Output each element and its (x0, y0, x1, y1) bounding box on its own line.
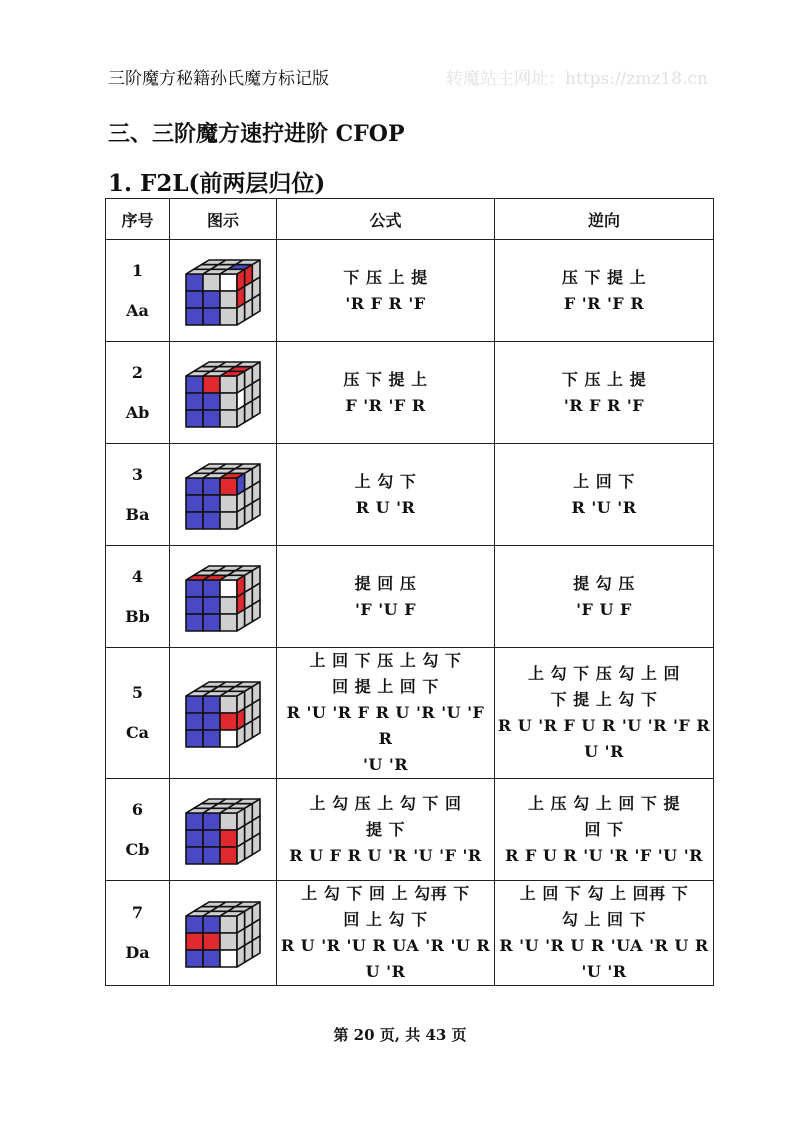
case-code: Da (125, 943, 150, 962)
cube-front-sticker (203, 933, 220, 950)
cube-front-sticker (186, 696, 203, 713)
table-row (106, 342, 714, 444)
cube-front-sticker (220, 847, 237, 864)
cube-side-sticker (252, 716, 260, 738)
case-number: 7 (131, 903, 144, 922)
cube-diagram (183, 251, 263, 331)
diagram-cell (170, 779, 277, 881)
case-code: Aa (126, 300, 149, 320)
formula-line: 回 上 勾 下 (343, 910, 428, 929)
formula-line: 提 下 (365, 819, 406, 839)
reverse-line: 提 勾 压 (573, 573, 635, 593)
reverse-line: 'R F R 'F (563, 395, 645, 415)
case-id-cell (106, 881, 170, 986)
reverse-line: 下 提 上 勾 下 (550, 690, 658, 709)
reverse-cell (495, 342, 714, 444)
cube-front-sticker (203, 580, 220, 597)
cube-front-sticker (186, 478, 203, 495)
cube-side-sticker (237, 842, 245, 864)
cube-front-sticker (186, 916, 203, 933)
cube-front-sticker (186, 950, 203, 967)
cube-side-sticker (252, 498, 260, 520)
formula-cell (277, 444, 495, 546)
cube-front-sticker (186, 495, 203, 512)
cube-front-sticker (220, 410, 237, 427)
reverse-cell (495, 881, 714, 986)
cube-diagram (183, 557, 263, 637)
diagram-cell (170, 240, 277, 342)
cube-front-sticker (220, 274, 237, 291)
formula-line: 上 回 下 压 上 勾 下 (309, 651, 462, 670)
cube-side-sticker (245, 400, 253, 422)
table-row (106, 648, 714, 779)
cube-front-sticker (203, 847, 220, 864)
cube-front-sticker (203, 713, 220, 730)
formula-line: 上 勾 下 回 上 勾再 下 (301, 884, 470, 903)
col-header-index: 序号 (106, 199, 170, 240)
reverse-line: R F U R 'U 'R 'F 'U 'R (505, 845, 703, 865)
cube-front-sticker (203, 730, 220, 747)
cube-front-sticker (203, 813, 220, 830)
formula-line: 压 下 提 上 (343, 369, 428, 389)
cube-side-sticker (245, 721, 253, 743)
case-id-cell (106, 779, 170, 881)
case-code: Ab (125, 402, 150, 422)
diagram-cell (170, 342, 277, 444)
cube-diagram (183, 893, 263, 973)
reverse-cell (495, 779, 714, 881)
cube-side-sticker (237, 725, 245, 747)
reverse-line: 上 回 下 (573, 471, 635, 491)
reverse-line: 压 下 提 上 (561, 267, 647, 287)
case-code: Cb (125, 839, 150, 859)
table-row (106, 881, 714, 986)
f2l-table (105, 198, 714, 986)
table-row (106, 779, 714, 881)
cube-front-sticker (220, 916, 237, 933)
case-id-cell (106, 240, 170, 342)
reverse-line: 'U 'R (581, 962, 627, 981)
formula-line: 回 提 上 回 下 (332, 677, 439, 696)
formula-line: 上 勾 下 (354, 471, 417, 491)
formula-line: 'F 'U F (354, 599, 417, 619)
cube-front-sticker (203, 495, 220, 512)
cube-front-sticker (220, 376, 237, 393)
cube-front-sticker (203, 376, 220, 393)
cube-front-sticker (186, 597, 203, 614)
formula-line: R U 'R 'U R UA 'R 'U R (280, 936, 491, 955)
cube-diagram (183, 673, 263, 753)
cube-front-sticker (220, 512, 237, 529)
cube-side-sticker (245, 837, 253, 859)
cube-front-sticker (203, 308, 220, 325)
case-id-cell (106, 444, 170, 546)
case-number: 1 (131, 260, 144, 280)
cube-front-sticker (186, 376, 203, 393)
cube-front-sticker (220, 580, 237, 597)
table-header-row (106, 199, 714, 240)
cube-front-sticker (203, 393, 220, 410)
formula-cell (277, 881, 495, 986)
case-number: 6 (131, 799, 144, 819)
cube-front-sticker (220, 830, 237, 847)
col-header-reverse: 逆向 (495, 199, 714, 240)
cube-front-sticker (186, 730, 203, 747)
cube-front-sticker (203, 478, 220, 495)
reverse-cell (495, 546, 714, 648)
reverse-cell (495, 648, 714, 779)
col-header-formula: 公式 (277, 199, 495, 240)
case-number: 4 (131, 566, 144, 586)
case-id-cell (106, 648, 170, 779)
formula-line: R U 'R (355, 497, 416, 517)
cube-front-sticker (203, 410, 220, 427)
cube-front-sticker (203, 916, 220, 933)
diagram-cell (170, 444, 277, 546)
case-code: Bb (125, 606, 150, 626)
cube-front-sticker (220, 950, 237, 967)
cube-side-sticker (252, 936, 260, 958)
cube-front-sticker (186, 393, 203, 410)
document-header-title: 三阶魔方秘籍孙氏魔方标记版 (108, 69, 329, 89)
reverse-line: R 'U 'R (571, 497, 637, 517)
cube-front-sticker (203, 274, 220, 291)
cube-side-sticker (245, 502, 253, 524)
formula-cell (277, 779, 495, 881)
cube-side-sticker (237, 405, 245, 427)
table-row (106, 546, 714, 648)
cube-diagram (183, 353, 263, 433)
formula-line: U 'R (365, 962, 406, 981)
formula-line: 提 回 压 (354, 573, 417, 593)
case-number: 5 (131, 683, 144, 702)
cube-front-sticker (220, 308, 237, 325)
cube-front-sticker (186, 830, 203, 847)
formula-line: 'U 'R (362, 755, 409, 774)
cube-front-sticker (220, 730, 237, 747)
formula-cell (277, 342, 495, 444)
cube-front-sticker (203, 696, 220, 713)
cube-front-sticker (186, 933, 203, 950)
diagram-cell (170, 648, 277, 779)
reverse-line: U 'R (584, 742, 624, 761)
watermark-url: 转魔站主网址：https://zmz18.cn (446, 69, 708, 89)
cube-front-sticker (220, 713, 237, 730)
cube-front-sticker (203, 512, 220, 529)
cube-front-sticker (186, 308, 203, 325)
cube-front-sticker (220, 478, 237, 495)
cube-front-sticker (203, 950, 220, 967)
case-id-cell (106, 546, 170, 648)
cube-front-sticker (186, 847, 203, 864)
reverse-line: R U 'R F U R 'U 'R 'F R (497, 716, 711, 735)
cube-front-sticker (203, 291, 220, 308)
cube-diagram (183, 455, 263, 535)
table-row (106, 444, 714, 546)
cube-side-sticker (237, 945, 245, 967)
cube-front-sticker (220, 291, 237, 308)
cube-front-sticker (186, 410, 203, 427)
diagram-cell (170, 546, 277, 648)
formula-cell (277, 648, 495, 779)
case-number: 3 (131, 464, 144, 484)
cube-side-sticker (245, 604, 253, 626)
table-row (106, 240, 714, 342)
cube-front-sticker (220, 495, 237, 512)
cube-side-sticker (245, 941, 253, 963)
cube-front-sticker (186, 274, 203, 291)
formula-line: R U F R U 'R 'U 'F 'R (289, 845, 482, 865)
cube-side-sticker (245, 298, 253, 320)
cube-side-sticker (252, 833, 260, 855)
formula-cell (277, 546, 495, 648)
formula-line: R 'U 'R F R U 'R 'U 'F R (286, 703, 485, 748)
formula-line: 上 勾 压 上 勾 下 回 (309, 793, 462, 813)
cube-front-sticker (203, 830, 220, 847)
cube-front-sticker (220, 393, 237, 410)
cube-front-sticker (220, 813, 237, 830)
page-footer: 第 20 页, 共 43 页 (333, 1026, 467, 1044)
formula-line: 下 压 上 提 (343, 267, 428, 287)
cube-side-sticker (237, 609, 245, 631)
reverse-line: 'F U F (576, 599, 632, 619)
cube-diagram (183, 790, 263, 870)
reverse-line: 勾 上 回 下 (561, 910, 647, 929)
reverse-line: R 'U 'R U R 'UA 'R U R (499, 936, 709, 955)
cube-front-sticker (186, 291, 203, 308)
cube-front-sticker (186, 580, 203, 597)
reverse-cell (495, 444, 714, 546)
section-title: 三、三阶魔方速拧进阶 CFOP (108, 121, 405, 147)
cube-front-sticker (186, 614, 203, 631)
reverse-line: 上 勾 下 压 勾 上 回 (528, 664, 680, 683)
cube-front-sticker (203, 614, 220, 631)
formula-cell (277, 240, 495, 342)
cube-front-sticker (186, 713, 203, 730)
cube-side-sticker (252, 396, 260, 418)
cube-side-sticker (237, 507, 245, 529)
reverse-line: 下 压 上 提 (561, 369, 647, 389)
col-header-diagram: 图示 (170, 199, 277, 240)
subsection-title: 1. F2L(前两层归位) (108, 170, 326, 197)
formula-line: 'R F R 'F (345, 293, 426, 313)
cube-side-sticker (252, 600, 260, 622)
case-code: Ba (125, 504, 150, 524)
diagram-cell (170, 881, 277, 986)
reverse-line: 上 回 下 勾 上 回再 下 (519, 884, 689, 903)
case-number: 2 (131, 362, 144, 382)
cube-side-sticker (252, 294, 260, 316)
reverse-line: 回 下 (584, 819, 624, 839)
reverse-line: 上 压 勾 上 回 下 提 (528, 793, 680, 813)
case-code: Ca (125, 723, 150, 742)
cube-front-sticker (186, 813, 203, 830)
cube-front-sticker (220, 597, 237, 614)
cube-front-sticker (186, 512, 203, 529)
case-id-cell (106, 342, 170, 444)
cube-front-sticker (220, 696, 237, 713)
reverse-line: F 'R 'F R (563, 293, 645, 313)
reverse-cell (495, 240, 714, 342)
formula-line: F 'R 'F R (345, 395, 426, 415)
cube-front-sticker (203, 597, 220, 614)
cube-front-sticker (220, 933, 237, 950)
cube-front-sticker (220, 614, 237, 631)
cube-side-sticker (237, 303, 245, 325)
